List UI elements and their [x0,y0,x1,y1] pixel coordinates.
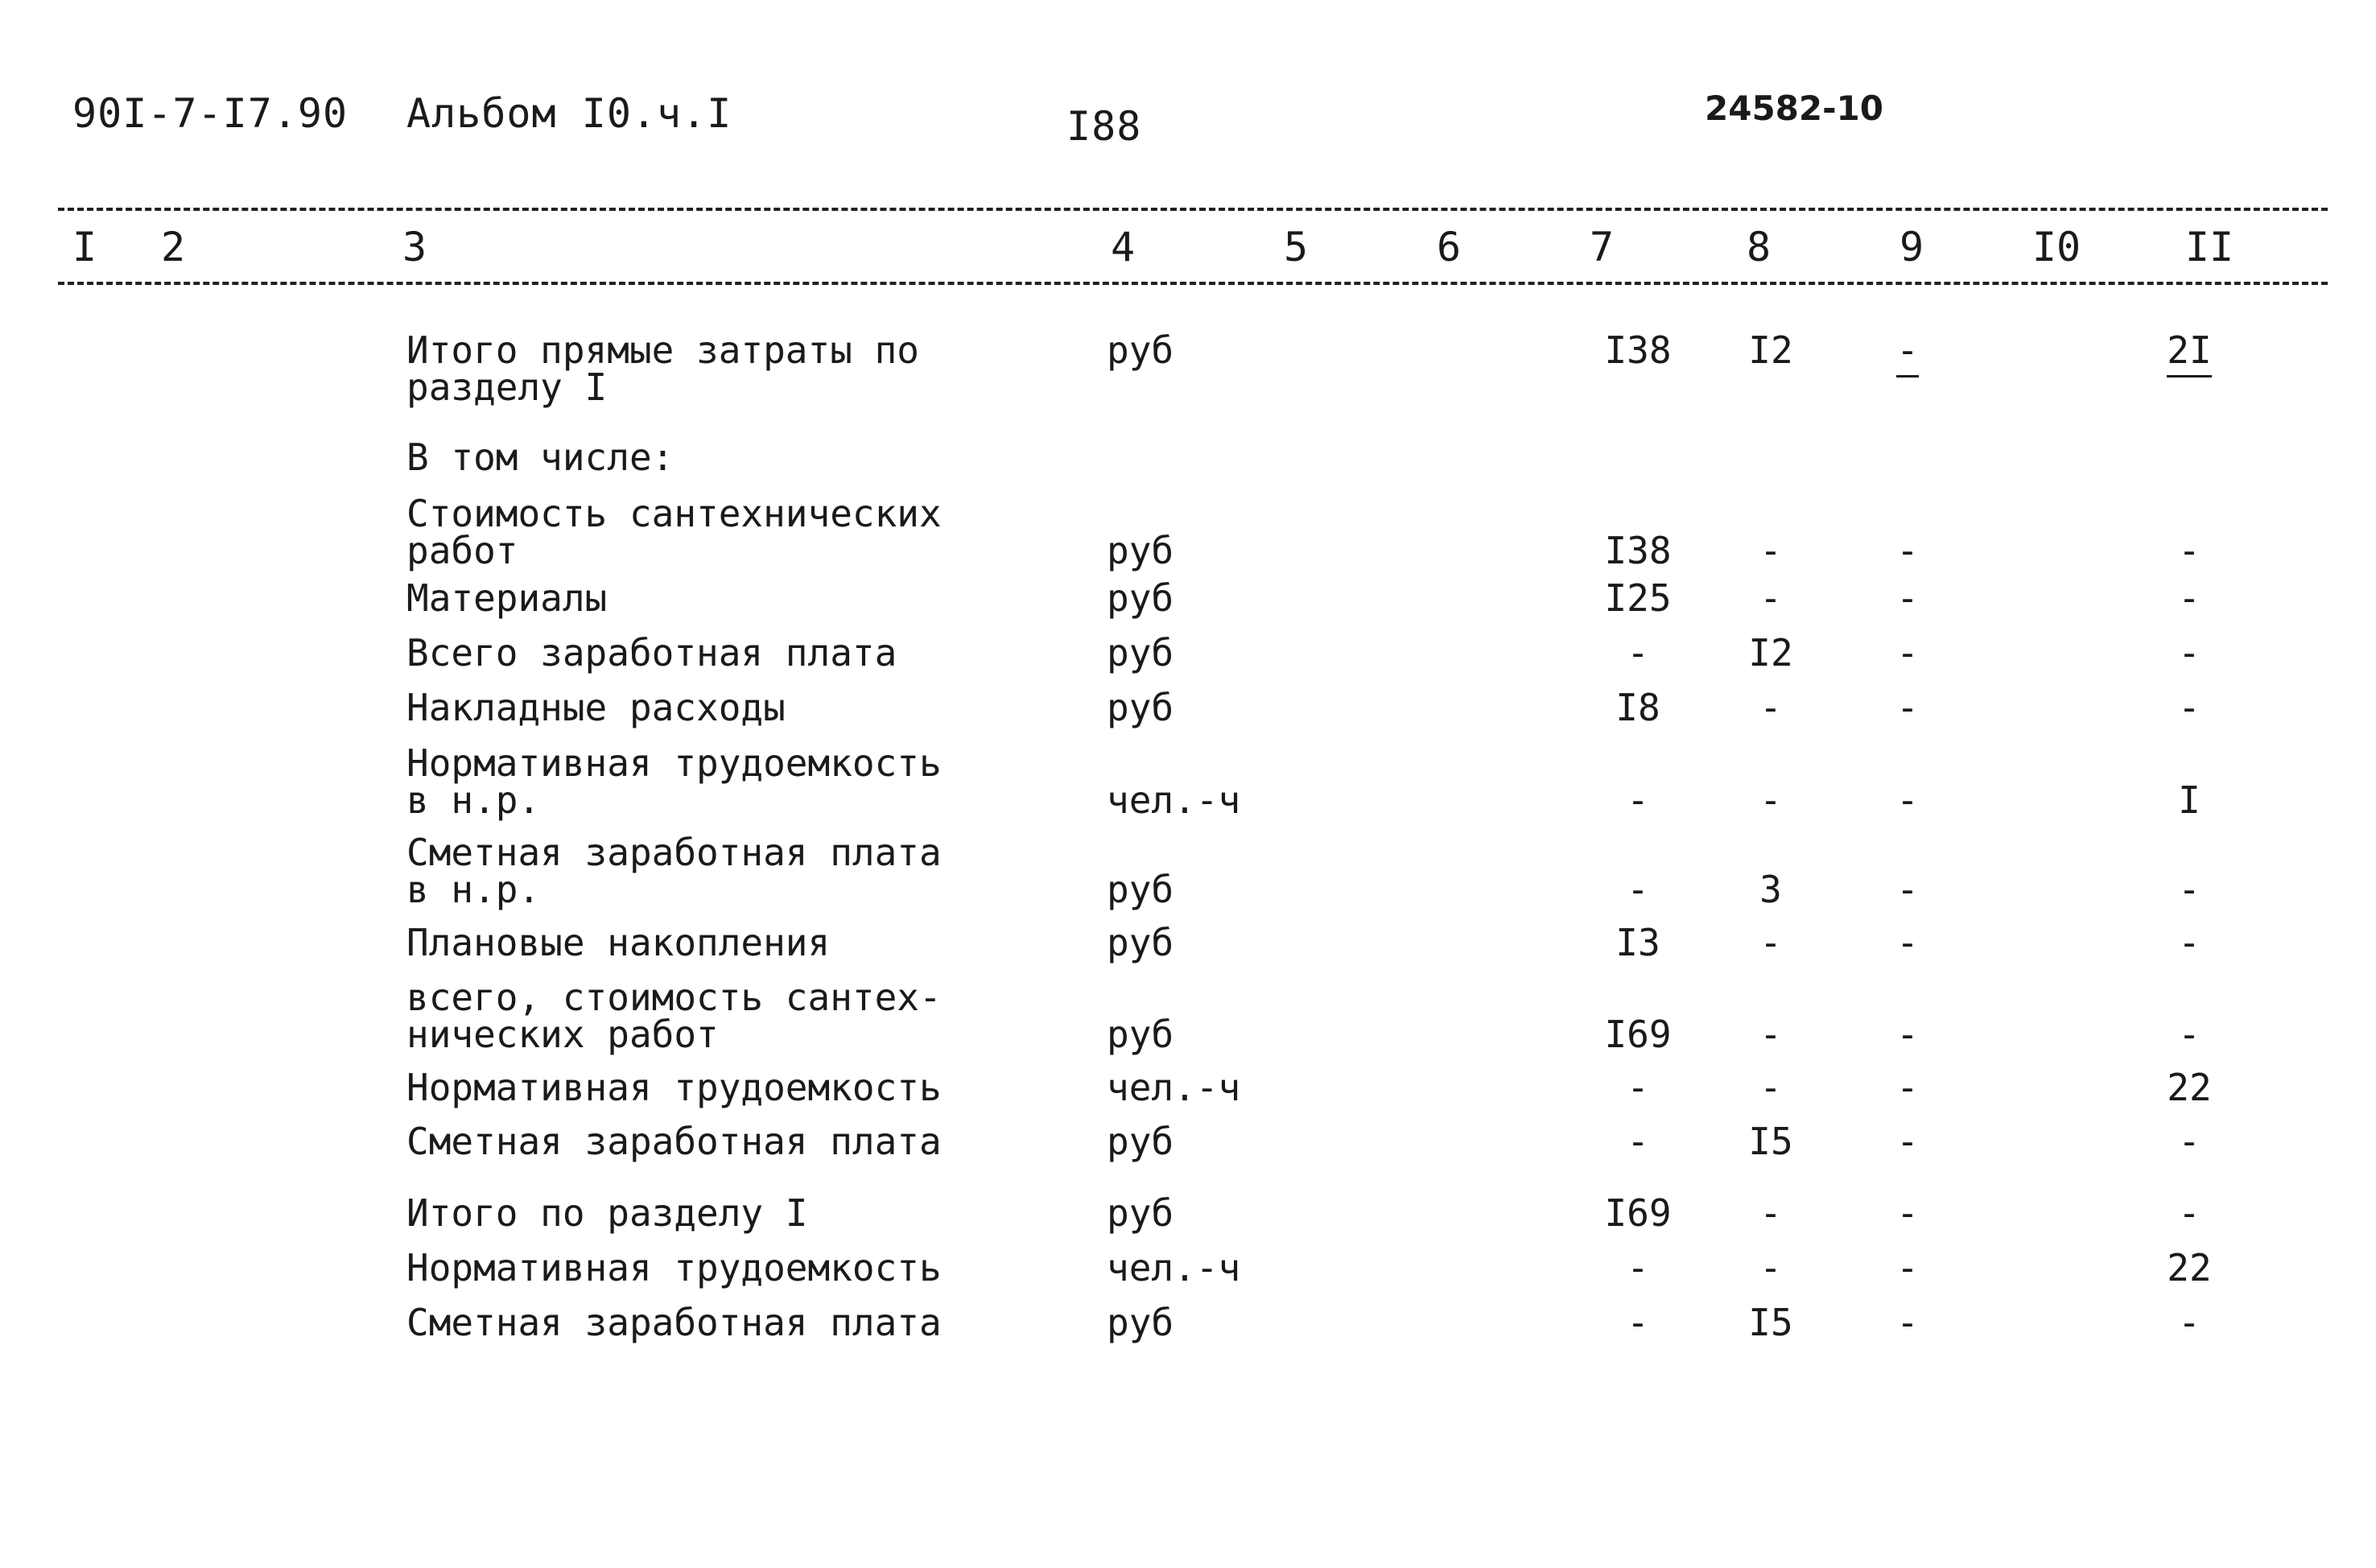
row-value-col8: I5 [1748,1120,1793,1163]
row-value-col9: - [1896,529,1919,572]
row-value-col7: - [1627,1301,1649,1344]
row-value-col9: - [1896,778,1919,822]
inventory-stamp: 24582-10 [1705,89,1883,128]
row-value-col11: - [2178,529,2201,572]
row-label: Нормативная трудоемкость [406,1066,942,1109]
row-value-col9: - [1896,1301,1919,1344]
row-value-col8: - [1759,576,1782,620]
row-value-col9: - [1896,1066,1919,1109]
row-value-col11: - [2178,1120,2201,1163]
row-value-col11: 22 [2167,1246,2212,1289]
row-value-col9: - [1867,332,1948,369]
column-number-7: 7 [1589,224,1615,270]
row-label: Итого по разделу I [406,1191,808,1235]
row-value-col8: - [1759,686,1782,729]
row-value-col11: - [2178,1013,2201,1056]
row-unit: руб [1107,631,1174,675]
row-value-col8: I2 [1748,631,1793,675]
row-value-col9: - [1896,1246,1919,1289]
row-value-col9: - [1896,631,1919,675]
row-label: Плановые накопления [406,921,831,964]
row-unit: руб [1107,1191,1174,1235]
row-unit: руб [1107,1013,1174,1056]
album-label: Альбом I0.ч.I [406,90,732,137]
row-value-col11: - [2178,1191,2201,1235]
column-number-5: 5 [1283,224,1309,270]
row-value-col8: - [1759,529,1782,572]
row-value-col8: - [1759,1013,1782,1056]
row-value-col7: I69 [1604,1013,1672,1056]
row-value-col7: I3 [1615,921,1660,964]
row-label: Сметная заработная плата [406,1120,942,1163]
row-value-col7: I8 [1615,686,1660,729]
row-value-col9: - [1896,921,1919,964]
row-unit: руб [1107,328,1174,372]
row-label: Стоимость сантехнических работ [406,492,942,572]
table-header-bottom-rule [58,282,2328,285]
row-value-col9: - [1896,576,1919,620]
row-value-col8: - [1759,1066,1782,1109]
row-unit: чел.-ч [1107,1066,1241,1109]
page-number: I88 [1066,103,1142,150]
column-number-11: II [2184,224,2234,270]
table-header-top-rule [58,208,2328,211]
row-label: Нормативная трудоемкость [406,1246,942,1289]
row-value-col8: - [1759,778,1782,822]
row-value-col7: - [1627,778,1649,822]
row-value-col8: I2 [1748,328,1793,372]
row-label: всего, стоимость сантех- нических работ [406,976,942,1056]
row-value-col11: - [2178,576,2201,620]
row-unit: руб [1107,686,1174,729]
row-value-col7: - [1627,1246,1649,1289]
row-value-col11: 22 [2167,1066,2212,1109]
row-value-col11: - [2178,631,2201,675]
row-value-col7: - [1627,868,1649,911]
row-value-col8: - [1759,921,1782,964]
row-value-col8: 3 [1759,868,1782,911]
column-number-1: I [72,224,97,270]
row-value-col7: I38 [1604,328,1672,372]
column-number-8: 8 [1746,224,1772,270]
row-value-col11: - [2178,1301,2201,1344]
row-unit: чел.-ч [1107,1246,1241,1289]
row-unit: руб [1107,921,1174,964]
row-unit: руб [1107,529,1174,572]
row-value-col8: - [1759,1246,1782,1289]
row-value-col11: - [2178,921,2201,964]
row-value-col9: - [1896,1013,1919,1056]
column-number-10: I0 [2032,224,2081,270]
row-label: Всего заработная плата [406,631,897,675]
column-number-6: 6 [1436,224,1462,270]
row-label: Материалы [406,576,608,620]
row-value-col9: - [1896,1120,1919,1163]
row-label: Итого прямые затраты по разделу I [406,328,919,409]
row-unit: чел.-ч [1107,778,1241,822]
row-value-col7: - [1627,1066,1649,1109]
row-value-col8: - [1759,1191,1782,1235]
row-value-col7: I25 [1604,576,1672,620]
row-value-col11: - [2178,686,2201,729]
row-value-col7: I69 [1604,1191,1672,1235]
row-label: Нормативная трудоемкость в н.р. [406,741,942,822]
document-code: 90I-7-I7.90 [72,90,349,137]
row-value-col9: - [1896,868,1919,911]
row-unit: руб [1107,1120,1174,1163]
row-value-col11: - [2178,868,2201,911]
row-value-col9: - [1896,686,1919,729]
row-value-col11: 2I [2149,332,2230,369]
row-value-col8: I5 [1748,1301,1793,1344]
column-number-4: 4 [1110,224,1136,270]
row-value-col9: - [1896,1191,1919,1235]
row-value-col7: - [1627,1120,1649,1163]
row-label: В том числе: [406,435,674,479]
column-number-9: 9 [1899,224,1924,270]
row-label: Сметная заработная плата в н.р. [406,831,942,911]
column-number-2: 2 [160,224,186,270]
row-value-col7: - [1627,631,1649,675]
row-label: Сметная заработная плата [406,1301,942,1344]
row-unit: руб [1107,1301,1174,1344]
row-value-col11: I [2178,778,2201,822]
row-label: Накладные расходы [406,686,786,729]
row-unit: руб [1107,868,1174,911]
column-number-3: 3 [402,224,427,270]
row-value-col7: I38 [1604,529,1672,572]
row-unit: руб [1107,576,1174,620]
